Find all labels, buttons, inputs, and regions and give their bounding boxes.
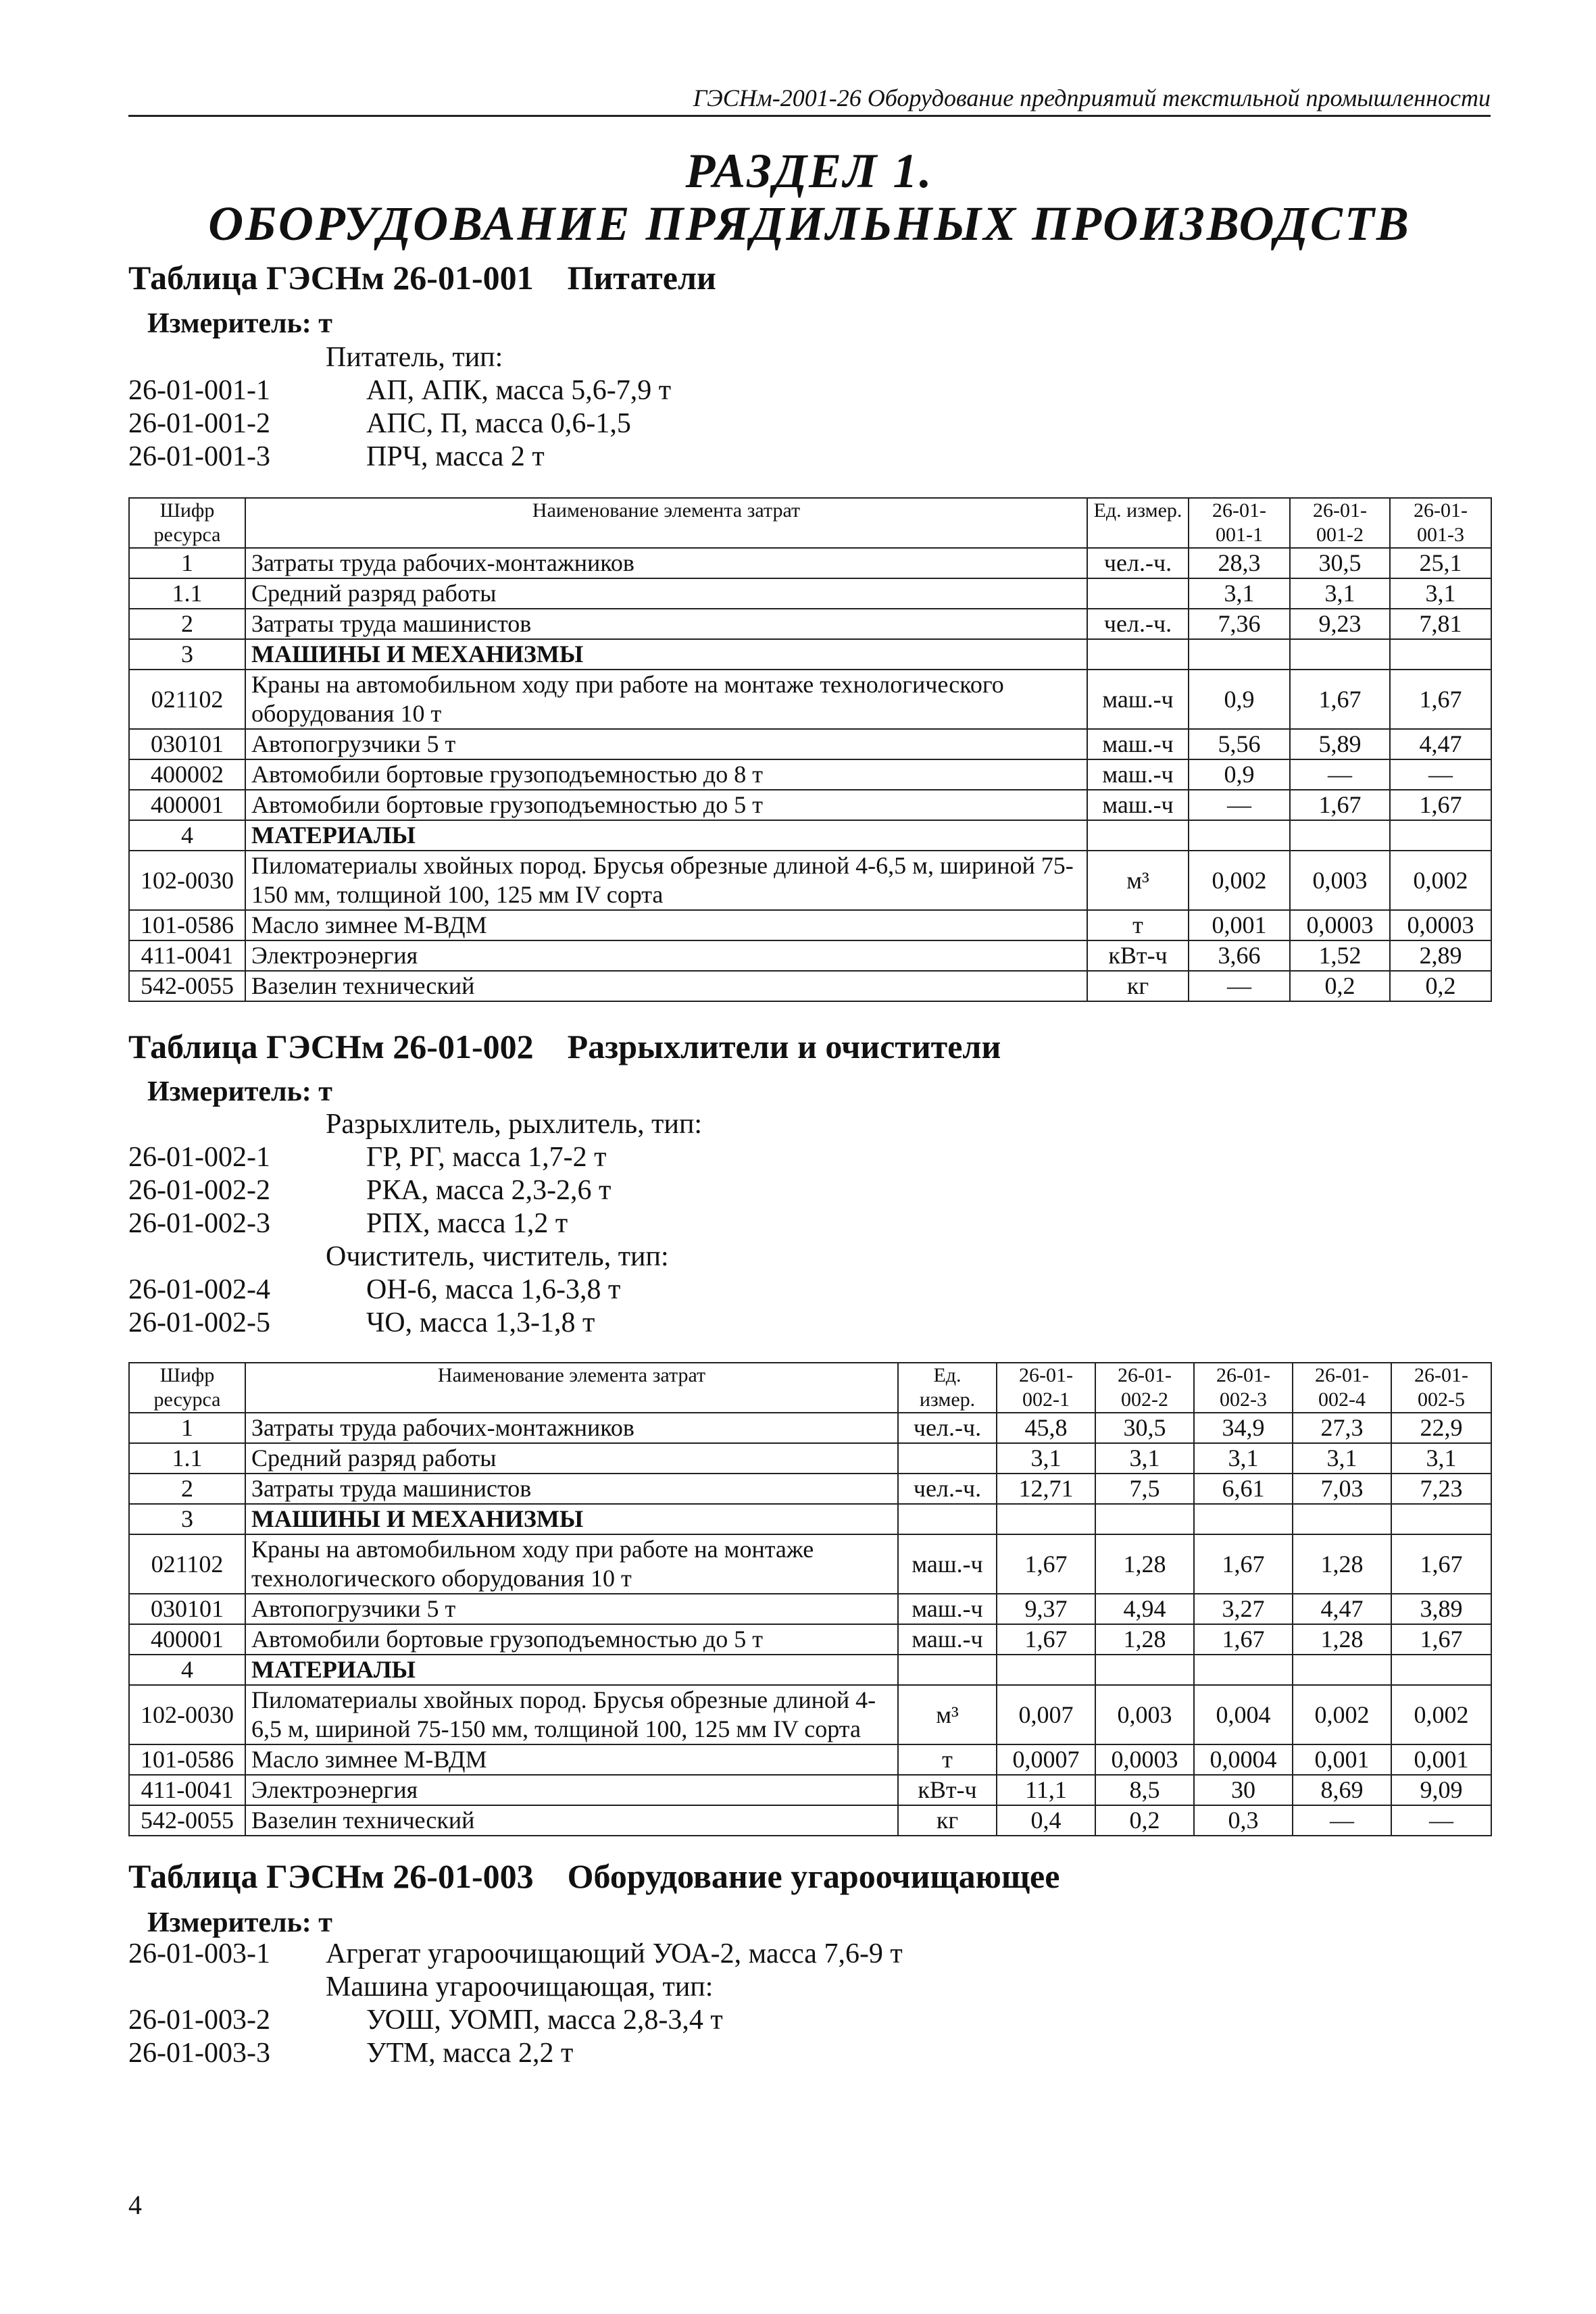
position-desc: УОШ, УОМП, масса 2,8-3,4 т (366, 2005, 723, 2036)
value-cell: 11,1 (997, 1775, 1095, 1805)
table1-name: Питатели (567, 259, 716, 297)
value-cell: 1,67 (997, 1624, 1095, 1655)
value-cell (1189, 820, 1290, 851)
section-number: РАЗДЕЛ 1. (685, 144, 934, 198)
value-cell: 27,3 (1293, 1413, 1391, 1443)
value-cell: 5,56 (1189, 729, 1290, 759)
table3-meter: Измеритель: т (147, 1907, 332, 1938)
unit-cell: маш.-ч (898, 1534, 997, 1594)
unit-cell: чел.-ч. (898, 1413, 997, 1443)
value-cell (1095, 1504, 1194, 1534)
resource-code: 021102 (129, 670, 245, 729)
value-cell: 3,27 (1194, 1594, 1293, 1624)
resource-name: Затраты труда машинистов (245, 609, 1087, 639)
value-cell: 0,4 (997, 1805, 1095, 1836)
table-row (129, 578, 1491, 609)
value-cell (1390, 639, 1491, 670)
table-row (129, 1474, 1491, 1504)
value-cell: 9,37 (997, 1594, 1095, 1624)
value-cell (1189, 639, 1290, 670)
section-label: МАШИНЫ И МЕХАНИЗМЫ (245, 639, 1087, 670)
col-header-norm: 26-01-001-2 (1290, 498, 1390, 548)
value-cell: 3,1 (1293, 1443, 1391, 1474)
position-desc: АПС, П, масса 0,6-1,5 (366, 408, 631, 439)
value-cell: 12,71 (997, 1474, 1095, 1504)
value-cell: 9,09 (1391, 1775, 1491, 1805)
position-group: Очиститель, чиститель, тип: (326, 1241, 669, 1272)
value-cell: — (1290, 759, 1390, 790)
value-cell: 4,94 (1095, 1594, 1194, 1624)
resource-code: 2 (129, 1474, 245, 1504)
value-cell: 7,5 (1095, 1474, 1194, 1504)
table3-name: Оборудование угароочищающее (567, 1857, 1060, 1895)
resource-name: Пиломатериалы хвойных пород. Брусья обрезные длиной 4-6,5 м, шириной 75-150 мм, толщиной 100, 125 мм IV сорта (245, 851, 1087, 910)
value-cell: 7,23 (1391, 1474, 1491, 1504)
value-cell: 30 (1194, 1775, 1293, 1805)
value-cell: 3,1 (1290, 578, 1390, 609)
position-code: 26-01-001-3 (128, 441, 270, 472)
value-cell: 1,28 (1293, 1624, 1391, 1655)
table-row (129, 1775, 1491, 1805)
value-cell: 25,1 (1390, 548, 1491, 578)
resource-name: Автомобили бортовые грузоподъемностью до 5 т (245, 1624, 898, 1655)
value-cell: 1,67 (1391, 1624, 1491, 1655)
position-code: 26-01-002-5 (128, 1307, 270, 1338)
resource-code: 400002 (129, 759, 245, 790)
resource-code: 101-0586 (129, 1744, 245, 1775)
position-code: 26-01-001-2 (128, 408, 270, 439)
col-header-norm: 26-01-002-4 (1293, 1363, 1391, 1413)
unit-cell: маш.-ч (1087, 759, 1189, 790)
value-cell: 0,002 (1390, 851, 1491, 910)
table1-norms (128, 497, 1492, 1002)
value-cell: 0,2 (1290, 971, 1390, 1001)
resource-name: Средний разряд работы (245, 578, 1087, 609)
resource-code: 4 (129, 820, 245, 851)
position-row (128, 1971, 1345, 2004)
unit-cell: кг (898, 1805, 997, 1836)
value-cell: 1,67 (1390, 670, 1491, 729)
unit-cell (898, 1443, 997, 1474)
value-cell: 7,36 (1189, 609, 1290, 639)
table2-name: Разрыхлители и очистители (567, 1028, 1001, 1065)
unit-cell: чел.-ч. (1087, 609, 1189, 639)
position-code: 26-01-003-3 (128, 2038, 270, 2069)
value-cell (1390, 820, 1491, 851)
table-row (129, 910, 1491, 940)
resource-name: Масло зимнее М-ВДМ (245, 910, 1087, 940)
resource-name: Затраты труда машинистов (245, 1474, 898, 1504)
unit-cell: маш.-ч (1087, 790, 1189, 820)
value-cell: 1,28 (1293, 1534, 1391, 1594)
position-code: 26-01-001-1 (128, 375, 270, 406)
position-row (128, 2037, 1345, 2070)
table-row (129, 670, 1491, 729)
col-header-code: Шифр ресурса (129, 1363, 245, 1413)
value-cell (1290, 820, 1390, 851)
value-cell: — (1189, 790, 1290, 820)
value-cell: 0,2 (1390, 971, 1491, 1001)
unit-cell: маш.-ч (1087, 729, 1189, 759)
position-desc: АП, АПК, масса 5,6-7,9 т (366, 375, 672, 406)
value-cell: 0,004 (1194, 1685, 1293, 1744)
resource-name: Автопогрузчики 5 т (245, 729, 1087, 759)
value-cell: 30,5 (1095, 1413, 1194, 1443)
value-cell: 3,1 (1390, 578, 1491, 609)
col-header-code: Шифр ресурса (129, 498, 245, 548)
value-cell: 8,5 (1095, 1775, 1194, 1805)
resource-code: 400001 (129, 1624, 245, 1655)
resource-code: 021102 (129, 1534, 245, 1594)
resource-code: 3 (129, 639, 245, 670)
table-row (129, 1413, 1491, 1443)
value-cell: 0,003 (1290, 851, 1390, 910)
table-row (129, 790, 1491, 820)
position-code: 26-01-002-3 (128, 1208, 270, 1239)
value-cell: 0,9 (1189, 759, 1290, 790)
resource-name: Затраты труда рабочих-монтажников (245, 1413, 898, 1443)
value-cell: 1,67 (1391, 1534, 1491, 1594)
running-header: ГЭСНм-2001-26 Оборудование предприятий текстильной промышленности (128, 84, 1491, 117)
unit-cell: кВт-ч (1087, 940, 1189, 971)
position-row (128, 1307, 1345, 1340)
position-code: 26-01-003-1 (128, 1938, 270, 1969)
position-desc: ГР, РГ, масса 1,7-2 т (366, 1142, 607, 1173)
resource-code: 542-0055 (129, 1805, 245, 1836)
value-cell: 0,001 (1293, 1744, 1391, 1775)
table2-positions (128, 1108, 1345, 1340)
value-cell: 0,003 (1095, 1685, 1194, 1744)
unit-cell (1087, 578, 1189, 609)
position-row (128, 2004, 1345, 2037)
table-row (129, 1443, 1491, 1474)
position-row (128, 1274, 1345, 1307)
table-row (129, 1624, 1491, 1655)
resource-code: 411-0041 (129, 1775, 245, 1805)
value-cell (1290, 639, 1390, 670)
position-code: 26-01-002-2 (128, 1175, 270, 1206)
value-cell (1293, 1504, 1391, 1534)
value-cell (1293, 1655, 1391, 1685)
table-row (129, 940, 1491, 971)
position-row (128, 407, 1345, 441)
resource-code: 030101 (129, 1594, 245, 1624)
position-row (128, 1141, 1345, 1174)
resource-name: Краны на автомобильном ходу при работе на монтаже технологического оборудования 10 т (245, 1534, 898, 1594)
resource-name: Пиломатериалы хвойных пород. Брусья обрезные длиной 4-6,5 м, шириной 75-150 мм, толщиной 100, 125 мм IV сорта (245, 1685, 898, 1744)
unit-cell (898, 1655, 997, 1685)
position-desc: Агрегат угароочищающий УОА-2, масса 7,6-9 т (326, 1938, 903, 1969)
value-cell (1095, 1655, 1194, 1685)
table-row (129, 1685, 1491, 1744)
value-cell: 4,47 (1293, 1594, 1391, 1624)
col-header-norm: 26-01-001-3 (1390, 498, 1491, 548)
value-cell (1194, 1504, 1293, 1534)
value-cell: 0,0003 (1095, 1744, 1194, 1775)
unit-cell: м³ (1087, 851, 1189, 910)
position-row (128, 374, 1345, 407)
resource-name: Краны на автомобильном ходу при работе на монтаже технологического оборудования 10 т (245, 670, 1087, 729)
value-cell: 0,2 (1095, 1805, 1194, 1836)
value-cell: 0,0007 (997, 1744, 1095, 1775)
table3-title: Таблица ГЭСНм 26-01-003 (128, 1857, 534, 1895)
table2-heading (128, 1027, 1001, 1066)
col-header-norm: 26-01-001-1 (1189, 498, 1290, 548)
col-header-name: Наименование элемента затрат (245, 1363, 898, 1413)
position-desc: УТМ, масса 2,2 т (366, 2038, 574, 2069)
resource-code: 4 (129, 1655, 245, 1685)
resource-code: 2 (129, 609, 245, 639)
position-desc: РКА, масса 2,3-2,6 т (366, 1175, 612, 1206)
col-header-name: Наименование элемента затрат (245, 498, 1087, 548)
unit-cell: т (898, 1744, 997, 1775)
position-row (128, 1938, 1345, 1971)
value-cell: 22,9 (1391, 1413, 1491, 1443)
resource-code: 030101 (129, 729, 245, 759)
position-group: Питатель, тип: (326, 342, 503, 373)
resource-code: 1 (129, 1413, 245, 1443)
table-row (129, 1534, 1491, 1594)
position-code: 26-01-002-4 (128, 1274, 270, 1305)
unit-cell: т (1087, 910, 1189, 940)
value-cell: 4,47 (1390, 729, 1491, 759)
value-cell: — (1391, 1805, 1491, 1836)
value-cell: 1,52 (1290, 940, 1390, 971)
position-row (128, 1108, 1345, 1141)
position-code: 26-01-003-2 (128, 2005, 270, 2036)
position-row (128, 1207, 1345, 1240)
table2-norms (128, 1362, 1492, 1836)
value-cell: 6,61 (1194, 1474, 1293, 1504)
value-cell: 0,002 (1391, 1685, 1491, 1744)
resource-name: Масло зимнее М-ВДМ (245, 1744, 898, 1775)
unit-cell (1087, 820, 1189, 851)
value-cell: 30,5 (1290, 548, 1390, 578)
value-cell: 3,89 (1391, 1594, 1491, 1624)
table2-title: Таблица ГЭСНм 26-01-002 (128, 1028, 534, 1065)
value-cell: 0,3 (1194, 1805, 1293, 1836)
value-cell: 2,89 (1390, 940, 1491, 971)
resource-name: Автопогрузчики 5 т (245, 1594, 898, 1624)
table-row (129, 1744, 1491, 1775)
resource-code: 542-0055 (129, 971, 245, 1001)
table1-positions (128, 341, 1345, 474)
value-cell: 1,67 (997, 1534, 1095, 1594)
position-code: 26-01-002-1 (128, 1142, 270, 1173)
value-cell: 0,007 (997, 1685, 1095, 1744)
value-cell: — (1390, 759, 1491, 790)
value-cell (1391, 1655, 1491, 1685)
value-cell (997, 1655, 1095, 1685)
position-desc: ОН-6, масса 1,6-3,8 т (366, 1274, 621, 1305)
value-cell: 1,67 (1194, 1624, 1293, 1655)
value-cell: 1,28 (1095, 1534, 1194, 1594)
value-cell: 0,001 (1391, 1744, 1491, 1775)
unit-cell (1087, 639, 1189, 670)
table-row (129, 609, 1491, 639)
position-group: Машина угароочищающая, тип: (326, 1971, 714, 2003)
resource-code: 411-0041 (129, 940, 245, 971)
col-header-unit: Ед. измер. (898, 1363, 997, 1413)
value-cell: 34,9 (1194, 1413, 1293, 1443)
value-cell: 1,67 (1290, 790, 1390, 820)
unit-cell: кВт-ч (898, 1775, 997, 1805)
unit-cell: м³ (898, 1685, 997, 1744)
table3-heading (128, 1857, 1059, 1896)
value-cell: 0,0003 (1390, 910, 1491, 940)
value-cell: 0,9 (1189, 670, 1290, 729)
value-cell: 3,1 (1194, 1443, 1293, 1474)
col-header-norm: 26-01-002-3 (1194, 1363, 1293, 1413)
resource-code: 1.1 (129, 578, 245, 609)
table-row (129, 1504, 1491, 1534)
table-row (129, 1805, 1491, 1836)
value-cell: 1,28 (1095, 1624, 1194, 1655)
value-cell: 3,1 (1095, 1443, 1194, 1474)
resource-code: 1.1 (129, 1443, 245, 1474)
table1-title: Таблица ГЭСНм 26-01-001 (128, 259, 534, 297)
resource-name: Электроэнергия (245, 1775, 898, 1805)
value-cell: 7,03 (1293, 1474, 1391, 1504)
table-row (129, 971, 1491, 1001)
table-row (129, 1655, 1491, 1685)
page-number: 4 (128, 2190, 142, 2220)
unit-cell: чел.-ч. (898, 1474, 997, 1504)
table-row (129, 1594, 1491, 1624)
value-cell: 0,0004 (1194, 1744, 1293, 1775)
resource-code: 102-0030 (129, 1685, 245, 1744)
value-cell: 3,1 (1391, 1443, 1491, 1474)
value-cell: 0,001 (1189, 910, 1290, 940)
resource-name: Вазелин технический (245, 971, 1087, 1001)
resource-code: 400001 (129, 790, 245, 820)
resource-name: Вазелин технический (245, 1805, 898, 1836)
position-row (128, 1240, 1345, 1274)
position-row (128, 441, 1345, 474)
value-cell (1391, 1504, 1491, 1534)
table2-meter: Измеритель: т (147, 1076, 332, 1107)
value-cell: 45,8 (997, 1413, 1095, 1443)
col-header-norm: 26-01-002-2 (1095, 1363, 1194, 1413)
value-cell (997, 1504, 1095, 1534)
value-cell: 3,66 (1189, 940, 1290, 971)
value-cell: 7,81 (1390, 609, 1491, 639)
resource-name: Автомобили бортовые грузоподъемностью до 5 т (245, 790, 1087, 820)
table-row (129, 759, 1491, 790)
value-cell: 9,23 (1290, 609, 1390, 639)
value-cell: 1,67 (1290, 670, 1390, 729)
position-group: Разрыхлитель, рыхлитель, тип: (326, 1109, 703, 1140)
value-cell: 0,0003 (1290, 910, 1390, 940)
value-cell: 1,67 (1390, 790, 1491, 820)
section-title: ОБОРУДОВАНИЕ ПРЯДИЛЬНЫХ ПРОИЗВОДСТВ (208, 197, 1411, 251)
value-cell: — (1293, 1805, 1391, 1836)
unit-cell: маш.-ч (1087, 670, 1189, 729)
resource-code: 101-0586 (129, 910, 245, 940)
value-cell: 0,002 (1189, 851, 1290, 910)
unit-cell: кг (1087, 971, 1189, 1001)
position-desc: ПРЧ, масса 2 т (366, 441, 545, 472)
section-label: МАТЕРИАЛЫ (245, 1655, 898, 1685)
table-row (129, 639, 1491, 670)
section-label: МАШИНЫ И МЕХАНИЗМЫ (245, 1504, 898, 1534)
table1-heading (128, 258, 716, 297)
table-row (129, 820, 1491, 851)
table-row (129, 851, 1491, 910)
resource-name: Автомобили бортовые грузоподъемностью до 8 т (245, 759, 1087, 790)
resource-name: Электроэнергия (245, 940, 1087, 971)
position-row (128, 1174, 1345, 1207)
table-row (129, 548, 1491, 578)
value-cell: 28,3 (1189, 548, 1290, 578)
value-cell (1194, 1655, 1293, 1685)
unit-cell: маш.-ч (898, 1594, 997, 1624)
table3-positions (128, 1938, 1345, 2070)
value-cell: 3,1 (997, 1443, 1095, 1474)
position-desc: ЧО, масса 1,3-1,8 т (366, 1307, 595, 1338)
value-cell: 3,1 (1189, 578, 1290, 609)
table-row (129, 729, 1491, 759)
unit-cell (898, 1504, 997, 1534)
unit-cell: чел.-ч. (1087, 548, 1189, 578)
value-cell: 0,002 (1293, 1685, 1391, 1744)
table1-meter: Измеритель: т (147, 308, 332, 339)
unit-cell: маш.-ч (898, 1624, 997, 1655)
resource-code: 3 (129, 1504, 245, 1534)
position-desc: РПХ, масса 1,2 т (366, 1208, 568, 1239)
position-row (128, 341, 1345, 374)
resource-code: 102-0030 (129, 851, 245, 910)
value-cell: 1,67 (1194, 1534, 1293, 1594)
section-label: МАТЕРИАЛЫ (245, 820, 1087, 851)
col-header-norm: 26-01-002-5 (1391, 1363, 1491, 1413)
value-cell: — (1189, 971, 1290, 1001)
resource-name: Затраты труда рабочих-монтажников (245, 548, 1087, 578)
value-cell: 8,69 (1293, 1775, 1391, 1805)
value-cell: 5,89 (1290, 729, 1390, 759)
col-header-norm: 26-01-002-1 (997, 1363, 1095, 1413)
resource-code: 1 (129, 548, 245, 578)
col-header-unit: Ед. измер. (1087, 498, 1189, 548)
resource-name: Средний разряд работы (245, 1443, 898, 1474)
